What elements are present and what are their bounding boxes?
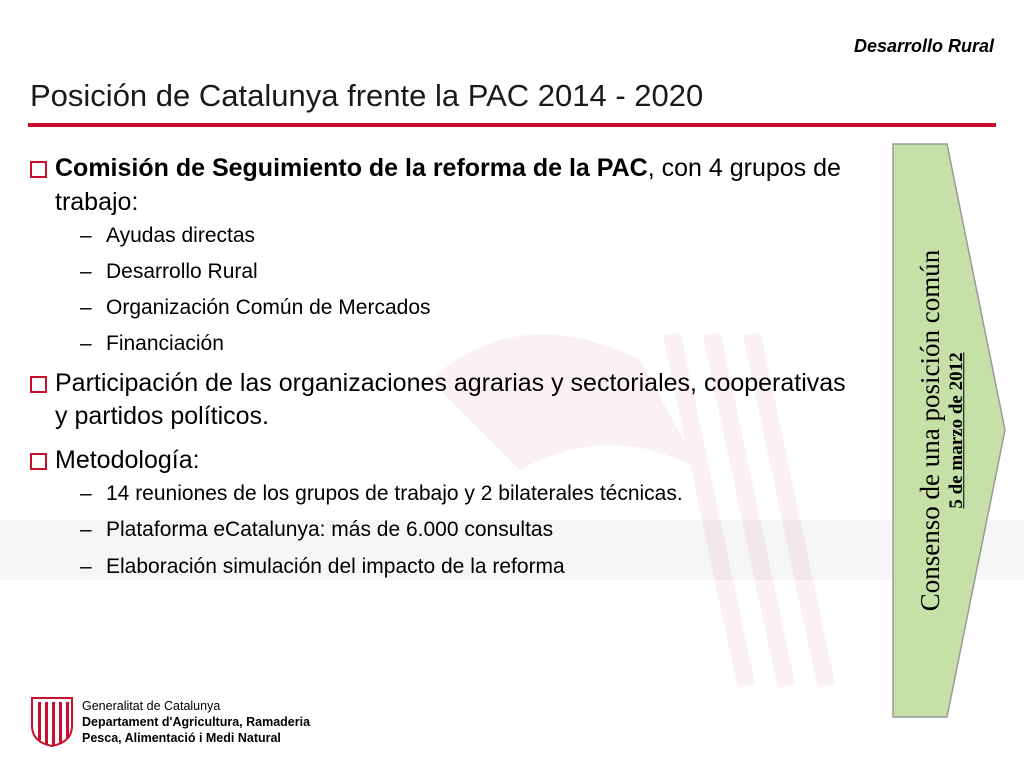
sub-item: – Ayudas directas (80, 222, 850, 249)
footer-institution (82, 698, 310, 746)
sub-item: – Financiación (80, 330, 850, 357)
bullet-item (30, 152, 850, 220)
title-divider (28, 123, 996, 127)
sub-item: – Elaboración simulación del impacto de la reforma (80, 553, 850, 580)
dash-icon: – (80, 296, 92, 320)
bullet-text: Metodología: (55, 446, 200, 475)
dash-icon: – (80, 332, 92, 356)
dash-icon: – (80, 223, 92, 247)
square-bullet-icon (30, 376, 47, 393)
generalitat-stripes-logo-icon (28, 696, 76, 748)
arrow-main-text: Consenso de una posición común (915, 249, 946, 612)
slide-title: Posición de Catalunya frente la PAC 2014 - 2020 (30, 78, 704, 113)
sub-list (80, 222, 850, 358)
footer-line-1: Generalitat de Catalunya (82, 699, 221, 713)
bullet-item (30, 444, 850, 478)
sub-item: – Organización Común de Mercados (80, 294, 850, 321)
bullet-text: , con 4 grupos de trabajo: (55, 154, 841, 216)
dash-icon: – (80, 554, 92, 578)
dash-icon: – (80, 481, 92, 505)
arrow-date-text: 5 de marzo de 2012 (946, 352, 968, 509)
sub-item: – Desarrollo Rural (80, 258, 850, 285)
bullet-bold-text: Comisión de Seguimiento de la reforma de la PAC (55, 154, 648, 182)
bullet-list (30, 152, 850, 589)
bullet-text: Participación de las organizaciones agrarias y sectoriales, cooperativas y partidos políticos. (55, 368, 846, 431)
sub-list (80, 480, 850, 580)
square-bullet-icon (30, 161, 47, 178)
bullet-item (30, 367, 850, 435)
section-tag: Desarrollo Rural (853, 36, 994, 56)
dash-icon: – (80, 259, 92, 283)
sub-item: – 14 reuniones de los grupos de trabajo y 2 bilaterales técnicas. (80, 480, 850, 507)
footer-line-3: Pesca, Alimentació i Medi Natural (82, 731, 281, 745)
consensus-arrow (892, 143, 1007, 718)
sub-item: – Plataforma eCatalunya: más de 6.000 consultas (80, 516, 850, 543)
footer-line-2: Departament d'Agricultura, Ramaderia (82, 715, 311, 729)
square-bullet-icon (30, 453, 47, 470)
dash-icon: – (80, 518, 92, 542)
